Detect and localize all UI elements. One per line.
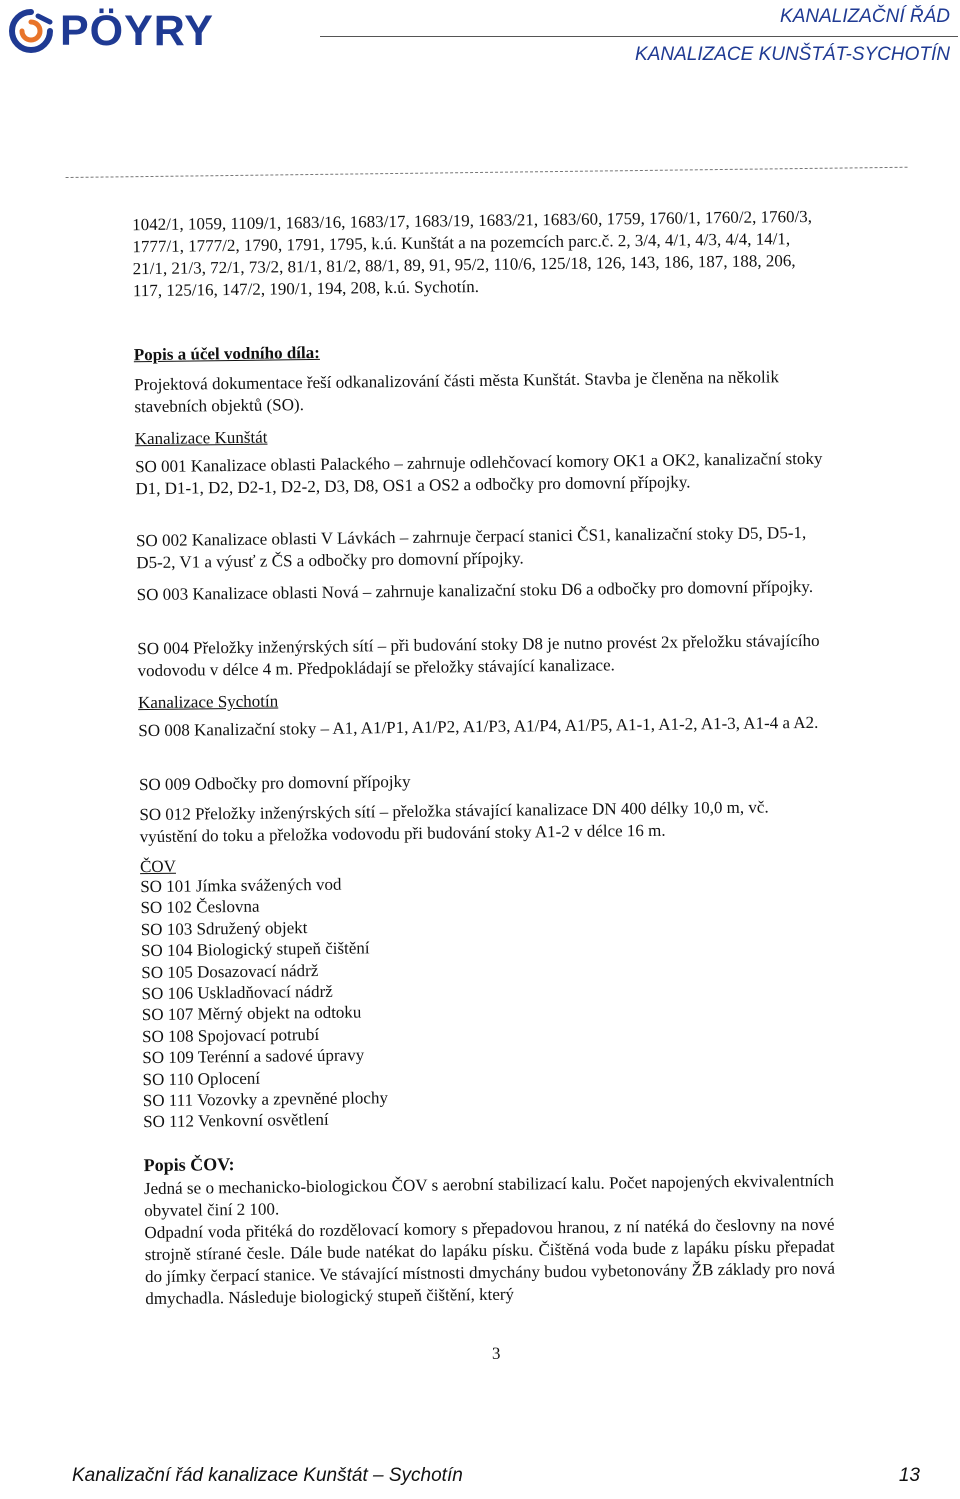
list-item: SO 106 Uskladňovací nádrž	[141, 981, 333, 1004]
scan-page-number: 3	[491, 1343, 501, 1363]
scan-divider	[66, 167, 908, 178]
list-item: SO 103 Sdružený objekt	[140, 917, 308, 939]
logo-text: PÖYRY	[60, 7, 214, 55]
so-009: SO 009 Odbočky pro domovní přípojky	[138, 771, 411, 795]
heading-cov: ČOV	[139, 856, 177, 877]
list-item: SO 107 Měrný objekt na odtoku	[141, 1002, 362, 1025]
heading-kunstat: Kanalizace Kunštát	[134, 427, 268, 449]
cov-description-2: Odpadní voda přitéká do rozdělovací komory s přepadovou hranou, z ní natéká do česlovny na nové strojně stírané česle. Dále bude natékat do lapáku písku. Čištěná voda bude z lapáku písku přepadat do jímky čerpací stanice. Ve stávající místnosti dmychány budou vybetonovány ŽB základy pro nová dmychadla. Následuje biologický stupeň čištění, který	[144, 1214, 836, 1309]
list-item: SO 101 Jímka svážených vod	[140, 874, 342, 897]
parcel-list: 1042/1, 1059, 1109/1, 1683/16, 1683/17, 1683/19, 1683/21, 1683/60, 1759, 1760/1, 1760/2, 1760/3, 1777/1, 1777/2, 1790, 1791, 1795, k.ú. Kunštát a na pozemcích parc.č. 2, 3/4, 4/1, 4/3, 4/4, 14/1, 21/1, 21/3, 72/1, 73/2, 81/1, 81/2, 88/1, 89, 91, 95/2, 110/6, 125/18, 126, 143, 186, 187, 188, 206, 117, 125/16, 147/2, 190/1, 194, 208, k.ú. Sychotín.	[132, 206, 813, 301]
footer-title: Kanalizační řád kanalizace Kunštát – Sychotín	[72, 1465, 463, 1486]
document-subtitle: KANALIZACE KUNŠTÁT-SYCHOTÍN	[635, 44, 950, 65]
heading-popis-cov: Popis ČOV:	[143, 1154, 235, 1176]
list-item: SO 104 Biologický stupeň čištění	[140, 938, 370, 961]
document-title: KANALIZAČNÍ ŘÁD	[780, 6, 950, 27]
cov-object-list	[140, 873, 388, 1133]
so-012: SO 012 Přeložky inženýrských sítí – přeložka stávající kanalizace DN 400 délky 10,0 m, vč. vyústění do toku a přeložka vodovodu při budování stoky A1-2 v délce 16 m.	[139, 797, 769, 847]
so-004: SO 004 Přeložky inženýrských sítí – při budování stoky D8 je nutno provést 2x přeložku stávajícího vodovodu v délce 4 m. Předpokládají se přeložky stávající kanalizace.	[137, 630, 820, 681]
heading-sychotin: Kanalizace Sychotín	[137, 691, 279, 713]
cov-description-1: Jedná se o mechanicko-biologickou ČOV s aerobní stabilizací kalu. Počet napojených ekvivalentních obyvatel činí 2 100.	[143, 1170, 835, 1221]
list-item: SO 105 Dosazovací nádrž	[141, 960, 319, 982]
so-003: SO 003 Kanalizace oblasti Nová – zahrnuje kanalizační stoku D6 a odbočky pro domovní přípojky.	[136, 576, 814, 605]
intro-paragraph: Projektová dokumentace řeší odkanalizování části města Kunštát. Stavba je členěna na několik stavebních objektů (SO).	[134, 367, 780, 417]
so-008: SO 008 Kanalizační stoky – A1, A1/P1, A1/P2, A1/P3, A1/P4, A1/P5, A1-1, A1-2, A1-3, A1-4 a A2.	[138, 712, 819, 741]
list-item: SO 110 Oplocení	[142, 1068, 261, 1089]
list-item: SO 112 Venkovní osvětlení	[143, 1110, 329, 1132]
so-001: SO 001 Kanalizace oblasti Palackého – zahrnuje odlehčovací komory OK1 a OK2, kanalizační stoky D1, D1-1, D2, D2-1, D2-2, D3, D8, OS1 a OS2 a odbočky pro domovní přípojky.	[135, 448, 823, 499]
heading-popis: Popis a účel vodního díla:	[133, 342, 320, 365]
list-item: SO 108 Spojovací potrubí	[141, 1024, 320, 1046]
list-item: SO 111 Vozovky a zpevněné plochy	[142, 1088, 389, 1111]
so-002: SO 002 Kanalizace oblasti V Lávkách – zahrnuje čerpací stanici ČS1, kanalizační stoky D5, D5-1, D5-2, V1 a výusť z ČS a odbočky pro domovní přípojky.	[135, 523, 807, 573]
list-item: SO 102 Česlovna	[140, 897, 260, 918]
list-item: SO 109 Terénní a sadové úpravy	[142, 1045, 365, 1068]
footer-page-number: 13	[898, 1465, 920, 1486]
